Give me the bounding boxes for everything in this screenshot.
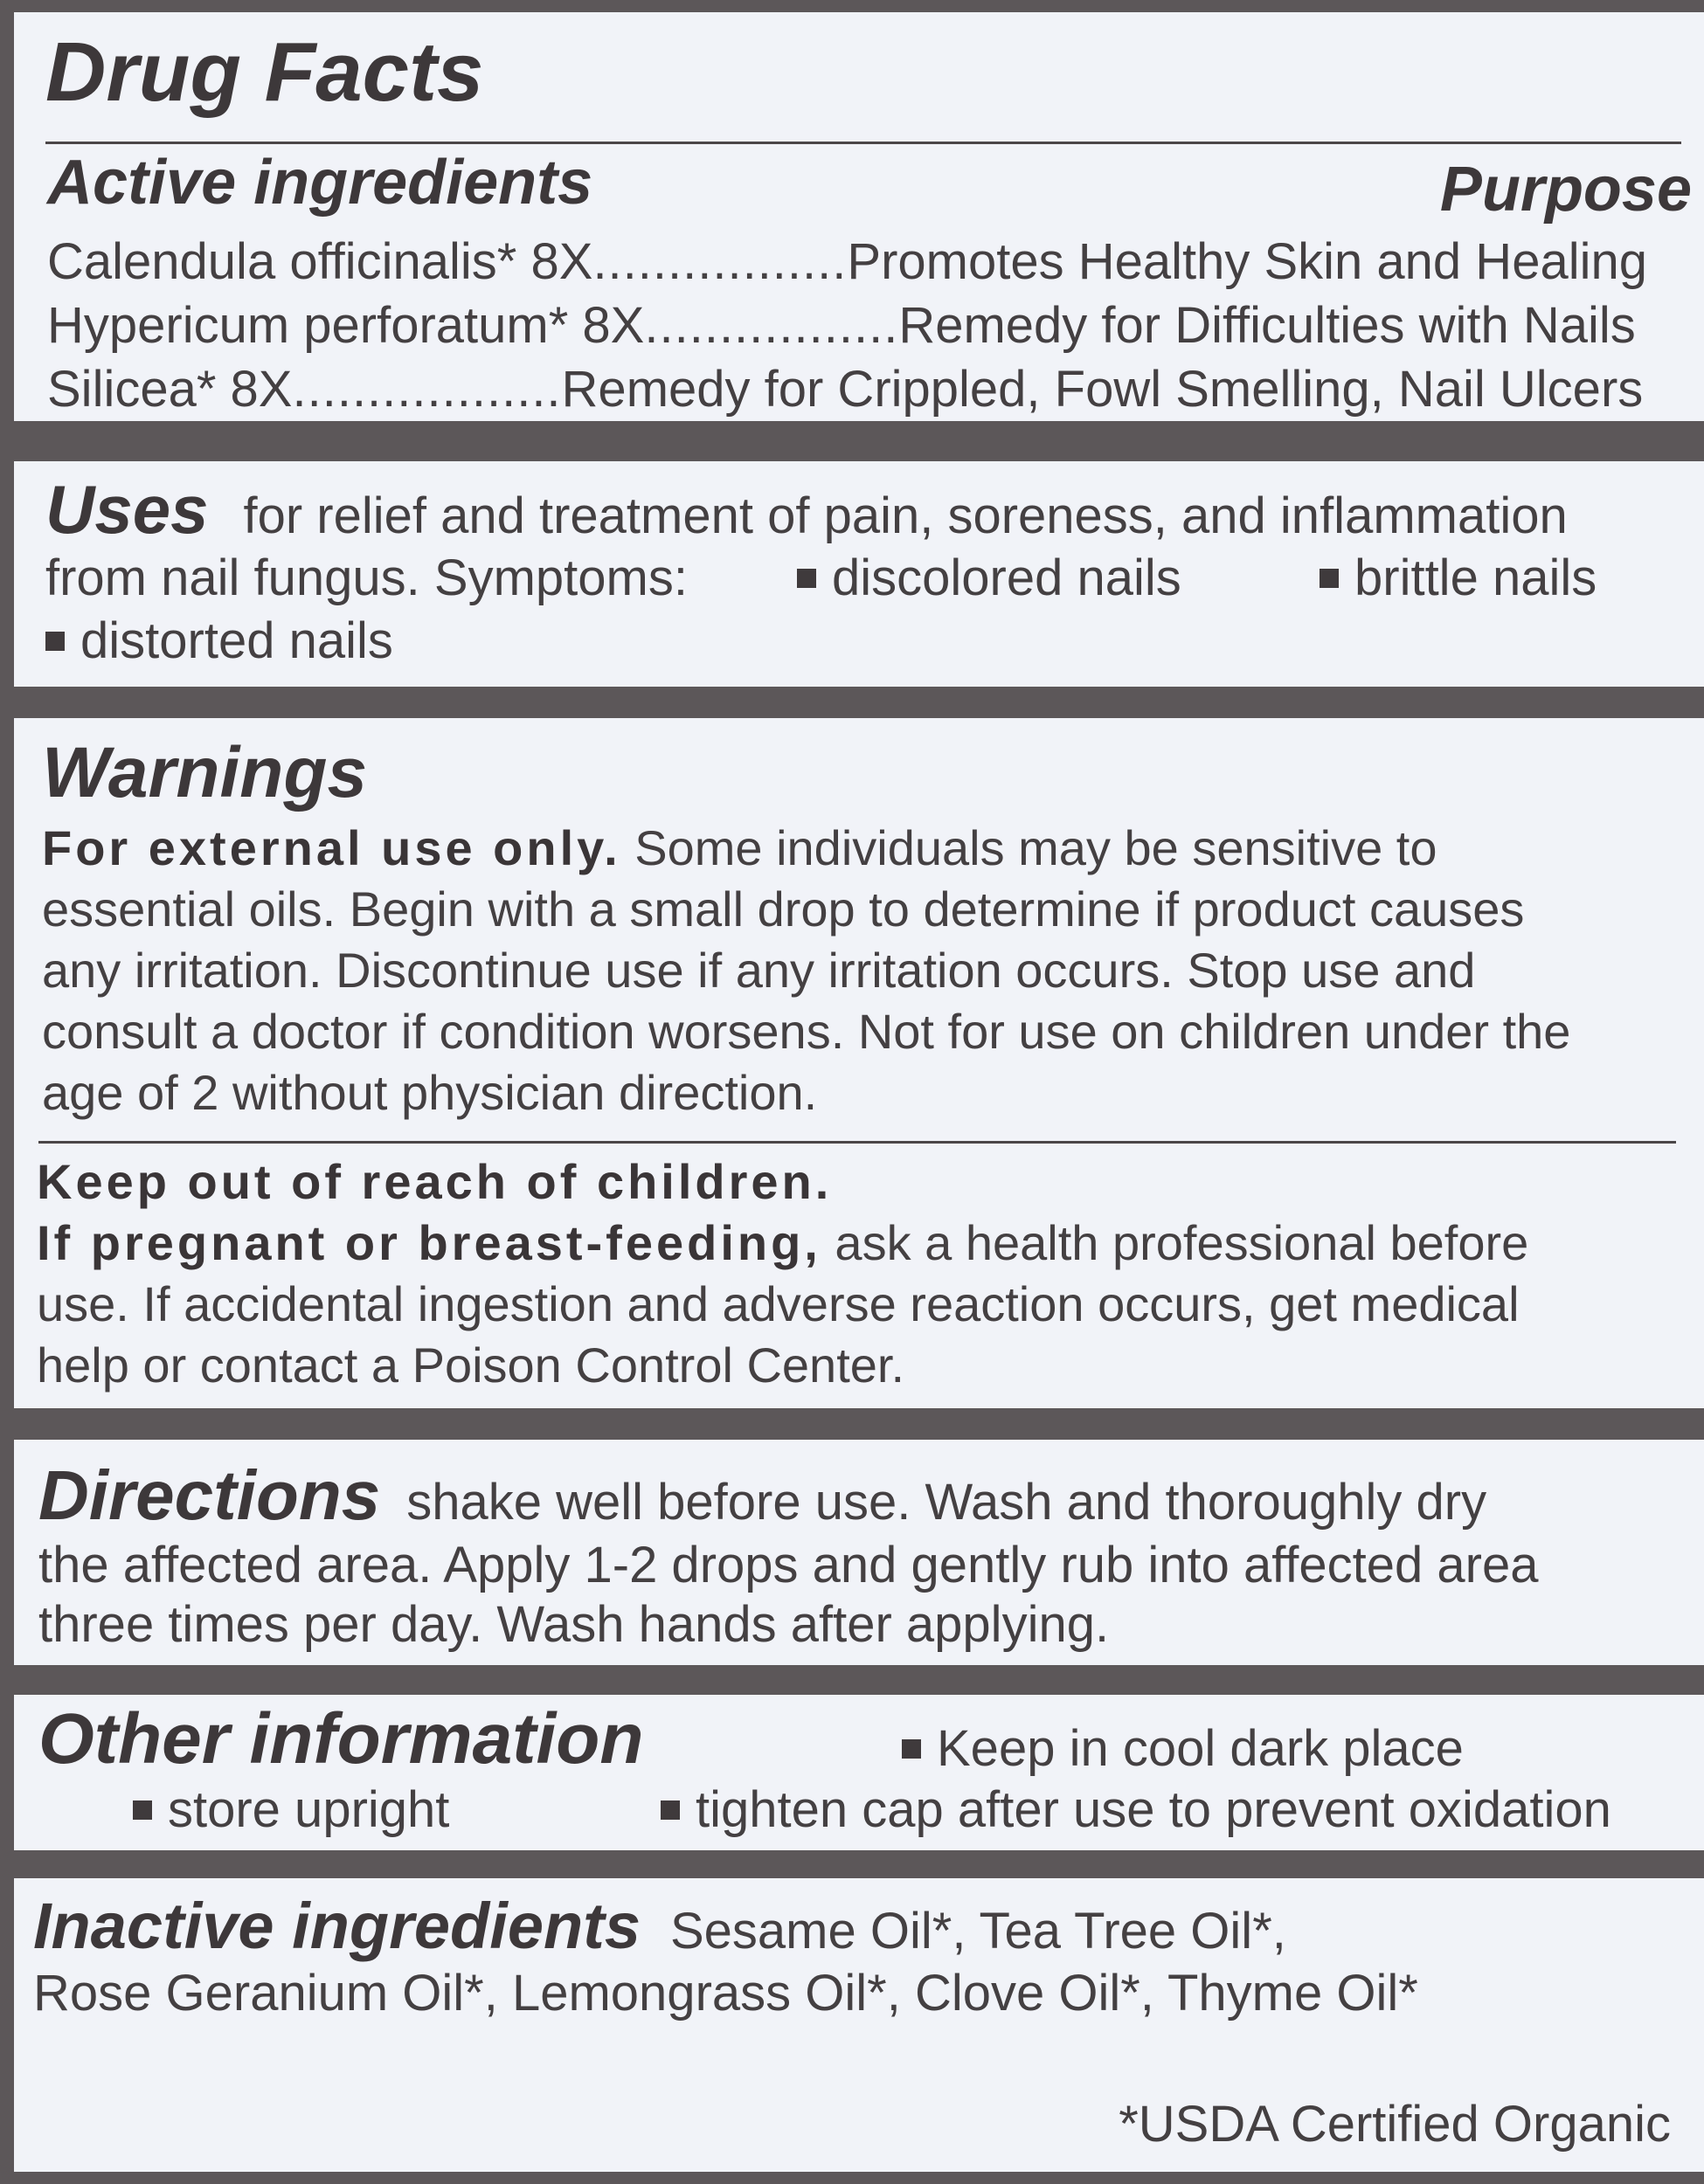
symptom-item: discolored nails bbox=[797, 549, 1181, 607]
bullet-icon bbox=[1320, 569, 1339, 588]
warnings-divider bbox=[38, 1141, 1676, 1144]
symptom-item: distorted nails bbox=[45, 612, 393, 670]
uses-panel bbox=[14, 461, 1704, 687]
drug-facts-title: Drug Facts bbox=[45, 25, 484, 119]
leader-dots: ................. bbox=[592, 233, 848, 290]
leader-dots: ................. bbox=[644, 297, 899, 354]
warnings-panel bbox=[14, 718, 1704, 1408]
drug-facts-panel bbox=[14, 12, 1704, 421]
inactive-panel bbox=[14, 1878, 1704, 2172]
organic-footnote: *USDA Certified Organic bbox=[1119, 2096, 1671, 2153]
other-item: tighten cap after use to prevent oxidation bbox=[661, 1780, 1611, 1839]
ingredient-row bbox=[47, 296, 1636, 355]
directions-line-3: three times per day. Wash hands after applying. bbox=[38, 1596, 1110, 1653]
purpose-heading: Purpose bbox=[1439, 155, 1692, 225]
title-divider bbox=[45, 142, 1681, 144]
ingredient-purpose: Promotes Healthy Skin and Healing bbox=[847, 233, 1647, 290]
uses-text-2: from nail fungus. Symptoms: bbox=[45, 549, 688, 606]
other-item: store upright bbox=[133, 1780, 449, 1839]
pregnant-bold: If pregnant or breast-feeding, bbox=[37, 1215, 821, 1270]
other-info-panel bbox=[14, 1695, 1704, 1850]
ingredient-purpose: Remedy for Difficulties with Nails bbox=[898, 297, 1636, 354]
inactive-line-2: Rose Geranium Oil*, Lemongrass Oil*, Clove Oil*, Thyme Oil* bbox=[33, 1965, 1418, 2022]
directions-panel bbox=[14, 1440, 1704, 1665]
bullet-icon bbox=[661, 1800, 680, 1820]
inactive-line-1: Inactive ingredients Sesame Oil*, Tea Tree Oil*, bbox=[33, 1890, 1286, 1962]
bullet-icon bbox=[133, 1800, 152, 1820]
directions-line-1: Directions shake well before use. Wash and thoroughly dry bbox=[38, 1456, 1487, 1534]
ingredient-row bbox=[47, 360, 1643, 418]
ingredient-name: Hypericum perforatum* 8X bbox=[47, 297, 645, 354]
directions-heading: Directions bbox=[38, 1456, 381, 1534]
inactive-heading: Inactive ingredients bbox=[33, 1890, 641, 1962]
warnings-heading: Warnings bbox=[42, 733, 368, 812]
bullet-icon bbox=[902, 1739, 921, 1759]
ingredient-name: Calendula officinalis* 8X bbox=[47, 233, 593, 290]
uses-heading: Uses bbox=[45, 471, 209, 548]
ingredient-name: Silicea* 8X bbox=[47, 361, 293, 418]
ingredient-purpose: Remedy for Crippled, Fowl Smelling, Nail Ulcers bbox=[561, 361, 1644, 418]
warnings-body: For external use only. Some individuals may be sensitive to essential oils. Begin with a small drop to determine if product causes any irritation. Discontinue use if any irritation occurs. Stop use and consult a doctor if condition worsens. Not for use on children under the age of 2 without physician direction. bbox=[42, 820, 1571, 1120]
uses-line-1 bbox=[45, 470, 1568, 549]
bullet-icon bbox=[797, 569, 816, 588]
uses-line-2 bbox=[45, 549, 688, 607]
warnings-body-2: Keep out of reach of children. If pregnant or breast-feeding, ask a health professional before use. If accidental ingestion and adverse reaction occurs, get medical help or contact a Poison Control Center. bbox=[37, 1151, 1688, 1396]
ingredient-row bbox=[47, 232, 1647, 291]
other-item: Keep in cool dark place bbox=[902, 1719, 1464, 1778]
directions-line-2: the affected area. Apply 1-2 drops and gently rub into affected area bbox=[38, 1537, 1539, 1593]
leader-dots: .................. bbox=[292, 361, 562, 418]
bullet-icon bbox=[45, 632, 65, 651]
symptom-item: brittle nails bbox=[1320, 549, 1597, 607]
uses-text-1: for relief and treatment of pain, soreness, and inflammation bbox=[243, 487, 1568, 544]
other-info-heading: Other information bbox=[38, 1699, 644, 1779]
external-use-bold: For external use only. bbox=[42, 820, 621, 875]
active-ingredients-heading: Active ingredients bbox=[47, 148, 593, 218]
keep-out-of-reach: Keep out of reach of children. bbox=[37, 1154, 833, 1209]
